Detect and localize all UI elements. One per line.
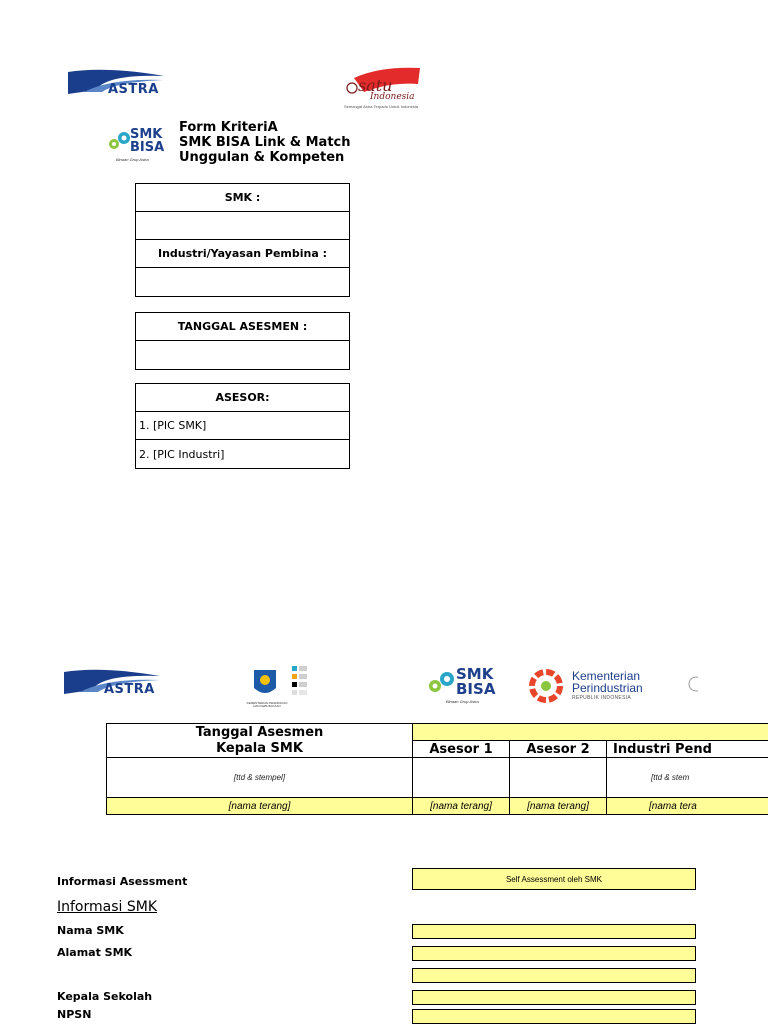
smk-word-2: SMK: [456, 665, 494, 683]
kemdikbud-logo: [246, 664, 316, 710]
asesor-label: ASESOR:: [136, 384, 349, 412]
smk-label: SMK :: [136, 184, 349, 212]
astra-logo-2-text: ASTRA: [104, 682, 155, 697]
tanggal-value-cell[interactable]: [136, 341, 349, 369]
self-assessment-field[interactable]: [412, 868, 696, 890]
col-asesor-2: Asesor 2: [510, 741, 607, 758]
form-title: [179, 120, 351, 165]
smk-bisa-logo: [106, 124, 170, 164]
smk-tagline-2: Binaan Grup Astra: [446, 699, 479, 704]
form-title-line2: SMK BISA Link & Match: [179, 135, 351, 150]
kemenperin-line2: Perindustrian: [572, 681, 643, 695]
nama-smk-label: Nama SMK: [57, 924, 124, 937]
informasi-smk-heading: Informasi SMK: [57, 899, 158, 915]
smk-bisa-logo-2: [426, 664, 506, 706]
partial-logo-icon: [686, 674, 698, 694]
asesor-box: [135, 383, 350, 469]
npsn-label: NPSN: [57, 1008, 92, 1021]
tanggal-label: TANGGAL ASESMEN :: [136, 313, 349, 341]
kemenperin-line1: Kementerian: [572, 669, 641, 683]
nama-smk-field[interactable]: [412, 924, 696, 939]
informasi-asessment-label: Informasi Asessment: [57, 875, 188, 888]
nama-asesor-2[interactable]: [nama terang]: [510, 798, 607, 815]
smk-word: SMK: [130, 127, 163, 142]
bisa-word: BISA: [130, 140, 165, 155]
asesor-2[interactable]: 2. [PIC Industri]: [139, 447, 225, 461]
tanggal-box: [135, 312, 350, 370]
kemenperin-logo: [528, 666, 658, 706]
ttd-industri[interactable]: [ttd & stem: [607, 758, 768, 798]
kemenperin-line3: REPUBLIK INDONESIA: [572, 695, 632, 701]
kepala-sekolah-field[interactable]: [412, 990, 696, 1005]
industri-value-cell[interactable]: [136, 268, 349, 296]
astra-logo-2: [62, 666, 162, 700]
col-industri: Industri Pend: [607, 741, 768, 758]
col-kepala-smk: Kepala SMK: [107, 741, 413, 758]
ttd-asesor-1[interactable]: [413, 758, 510, 798]
satu-tagline: Semangat Astra Terpadu Untuk Indonesia: [344, 104, 418, 109]
industri-label: Industri/Yayasan Pembina :: [136, 240, 349, 268]
signature-table: [106, 723, 768, 815]
form-title-line3: Unggulan & Kompeten: [179, 150, 345, 165]
alamat-smk-field-2[interactable]: [412, 968, 696, 983]
npsn-field[interactable]: [412, 1009, 696, 1024]
bisa-word-2: BISA: [456, 680, 496, 698]
indonesia-text: Indonesia: [370, 92, 415, 102]
tanggal-asesmen-field[interactable]: [413, 724, 768, 741]
alamat-smk-label: Alamat SMK: [57, 946, 133, 959]
self-assessment-text: Self Assessment oleh SMK: [505, 874, 603, 884]
satu-text: satu: [358, 76, 393, 95]
alamat-smk-field-1[interactable]: [412, 946, 696, 961]
astra-logo: [66, 66, 166, 100]
asesor-1[interactable]: 1. [PIC SMK]: [136, 412, 349, 440]
satu-indonesia-logo: [340, 64, 430, 110]
smk-info-box: [135, 183, 350, 297]
kemdikbud-caption: KEMENTERIAN PENDIDIKAN DAN KEBUDAYAAN: [246, 701, 288, 708]
nama-asesor-1[interactable]: [nama terang]: [413, 798, 510, 815]
col-asesor-1: Asesor 1: [413, 741, 510, 758]
astra-logo-text: ASTRA: [108, 82, 159, 97]
nama-industri[interactable]: [nama tera: [607, 798, 768, 815]
nama-kepala-smk[interactable]: [nama terang]: [107, 798, 413, 815]
form-title-line1: Form KriteriA: [179, 120, 278, 135]
smk-tagline: Binaan Grup Astra: [116, 157, 149, 162]
ttd-kepala-smk[interactable]: [ttd & stempel]: [107, 758, 413, 798]
tanggal-asesmen-label: Tanggal Asesmen: [107, 724, 413, 741]
kepala-sekolah-label: Kepala Sekolah: [57, 990, 153, 1003]
ttd-asesor-2[interactable]: [510, 758, 607, 798]
smk-value-cell[interactable]: [136, 212, 349, 240]
